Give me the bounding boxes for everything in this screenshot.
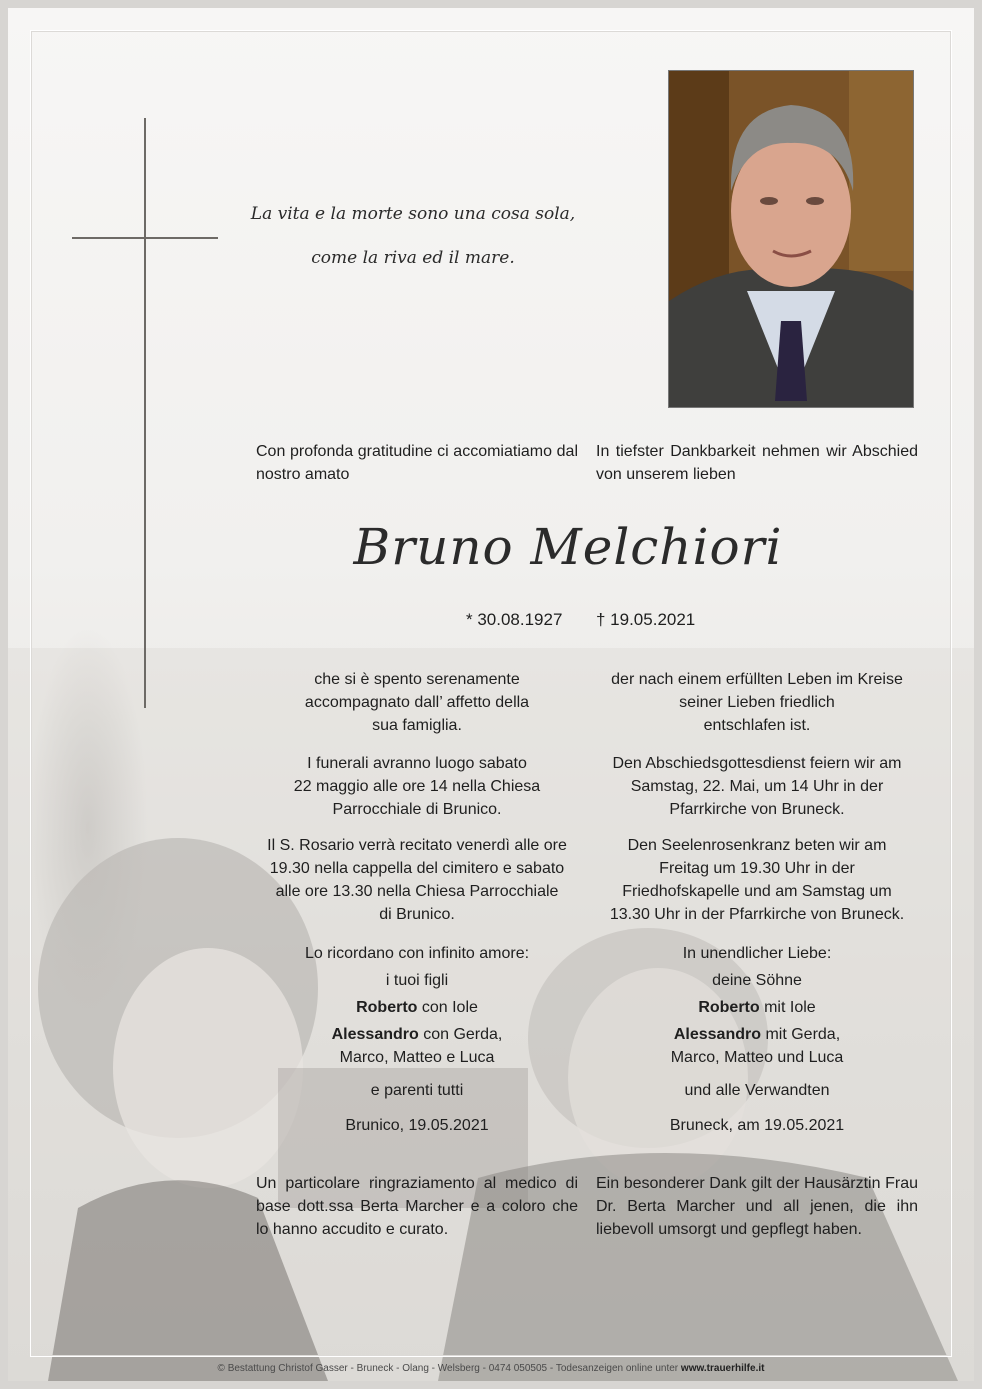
it-mourners — [256, 942, 578, 1137]
text-line: accompagnato dall’ affetto della — [304, 694, 530, 711]
text-line: Pfarrkirche von Bruneck. — [669, 801, 845, 818]
text-line: 22 maggio alle ore 14 nella Chiesa — [293, 778, 541, 795]
quote-line-1: La vita e la morte sono una cosa sola, — [250, 204, 576, 224]
intro-german: In tiefster Dankbarkeit nehmen wir Abschied von unserem lieben — [596, 443, 918, 483]
relatives: e parenti tutti — [370, 1082, 464, 1099]
deceased-name: Bruno Melchiori — [353, 518, 783, 576]
mourners-intro: Lo ricordano con infinito amore: — [304, 945, 530, 962]
text-line: 13.30 Uhr in der Pfarrkirche von Bruneck. — [609, 906, 905, 923]
text-line: Samstag, 22. Mai, um 14 Uhr in der — [630, 778, 884, 795]
cross-icon-horizontal — [72, 237, 218, 239]
text-line: che si è spento serenamente — [314, 671, 520, 688]
text-line: Il S. Rosario verrà recitato venerdì alle ore — [267, 837, 567, 854]
text-line: 19.30 nella cappella del cimitero e sabato — [269, 860, 565, 877]
birth-date: * 30.08.1927 — [466, 610, 563, 629]
child-2-name: Alessandro — [673, 1026, 761, 1043]
text-line: der nach einem erfüllten Leben im Kreise — [611, 671, 903, 688]
de-thanks: Ein besonderer Dank gilt der Hausärztin Frau Dr. Berta Marcher und all jenen, die ihn liebevoll umsorgt und gepflegt haben. — [596, 1175, 918, 1238]
child-1-rest: mit Iole — [759, 999, 816, 1016]
text-line: Freitag um 19.30 Uhr in der — [659, 860, 855, 877]
grandchildren: Marco, Matteo e Luca — [339, 1049, 495, 1066]
footer-text: © Bestattung Christof Gasser - Bruneck - Olang - Welsberg - 0474 050505 - Todesanzeigen online unter — [217, 1363, 681, 1374]
it-paragraph-3 — [256, 834, 578, 926]
cross-icon-vertical — [144, 118, 146, 708]
relatives: und alle Verwandten — [684, 1082, 830, 1099]
death-date: † 19.05.2021 — [596, 610, 696, 629]
quote-line-2: come la riva ed il mare. — [311, 248, 515, 268]
child-2-name: Alessandro — [331, 1026, 419, 1043]
children-label: deine Söhne — [712, 972, 802, 989]
it-thanks: Un particolare ringraziamento al medico di base dott.ssa Berta Marcher e a coloro che lo hanno accudito e curato. — [256, 1175, 578, 1238]
text-line: I funerali avranno luogo sabato — [307, 755, 527, 772]
text-line: di Brunico. — [379, 906, 455, 923]
footer — [8, 1363, 974, 1374]
child-1 — [596, 996, 918, 1019]
place-date: Bruneck, am 19.05.2021 — [669, 1117, 845, 1134]
text-line: entschlafen ist. — [703, 717, 811, 734]
portrait-photo — [668, 70, 914, 408]
de-paragraph-3 — [596, 834, 918, 926]
child-2 — [596, 1023, 918, 1046]
it-paragraph-2 — [256, 752, 578, 821]
mourners-intro: In unendlicher Liebe: — [682, 945, 832, 962]
child-2 — [256, 1023, 578, 1046]
child-1-name: Roberto — [698, 999, 760, 1016]
child-2-rest: con Gerda, — [418, 1026, 503, 1043]
child-1-name: Roberto — [356, 999, 418, 1016]
text-line: sua famiglia. — [372, 717, 462, 734]
text-line: Den Abschiedsgottesdienst feiern wir am — [612, 755, 902, 772]
text-line: Friedhofskapelle und am Samstag um — [622, 883, 892, 900]
de-paragraph-1 — [596, 668, 918, 737]
child-1-rest: con Iole — [417, 999, 478, 1016]
footer-link[interactable]: www.trauerhilfe.it — [680, 1363, 765, 1374]
text-line: alle ore 13.30 nella Chiesa Parrocchiale — [275, 883, 559, 900]
children-label: i tuoi figli — [385, 972, 449, 989]
de-mourners — [596, 942, 918, 1137]
grandchildren: Marco, Matteo und Luca — [670, 1049, 844, 1066]
intro-italian: Con profonda gratitudine ci accomiatiamo dal nostro amato — [256, 443, 578, 483]
text-line: Parrocchiale di Brunico. — [332, 801, 502, 818]
child-1 — [256, 996, 578, 1019]
text-line: Den Seelenrosenkranz beten wir am — [627, 837, 887, 854]
it-paragraph-1 — [256, 668, 578, 737]
obituary-card — [8, 8, 974, 1381]
place-date: Brunico, 19.05.2021 — [345, 1117, 489, 1134]
de-paragraph-2 — [596, 752, 918, 821]
child-2-rest: mit Gerda, — [761, 1026, 841, 1043]
text-line: seiner Lieben friedlich — [679, 694, 835, 711]
